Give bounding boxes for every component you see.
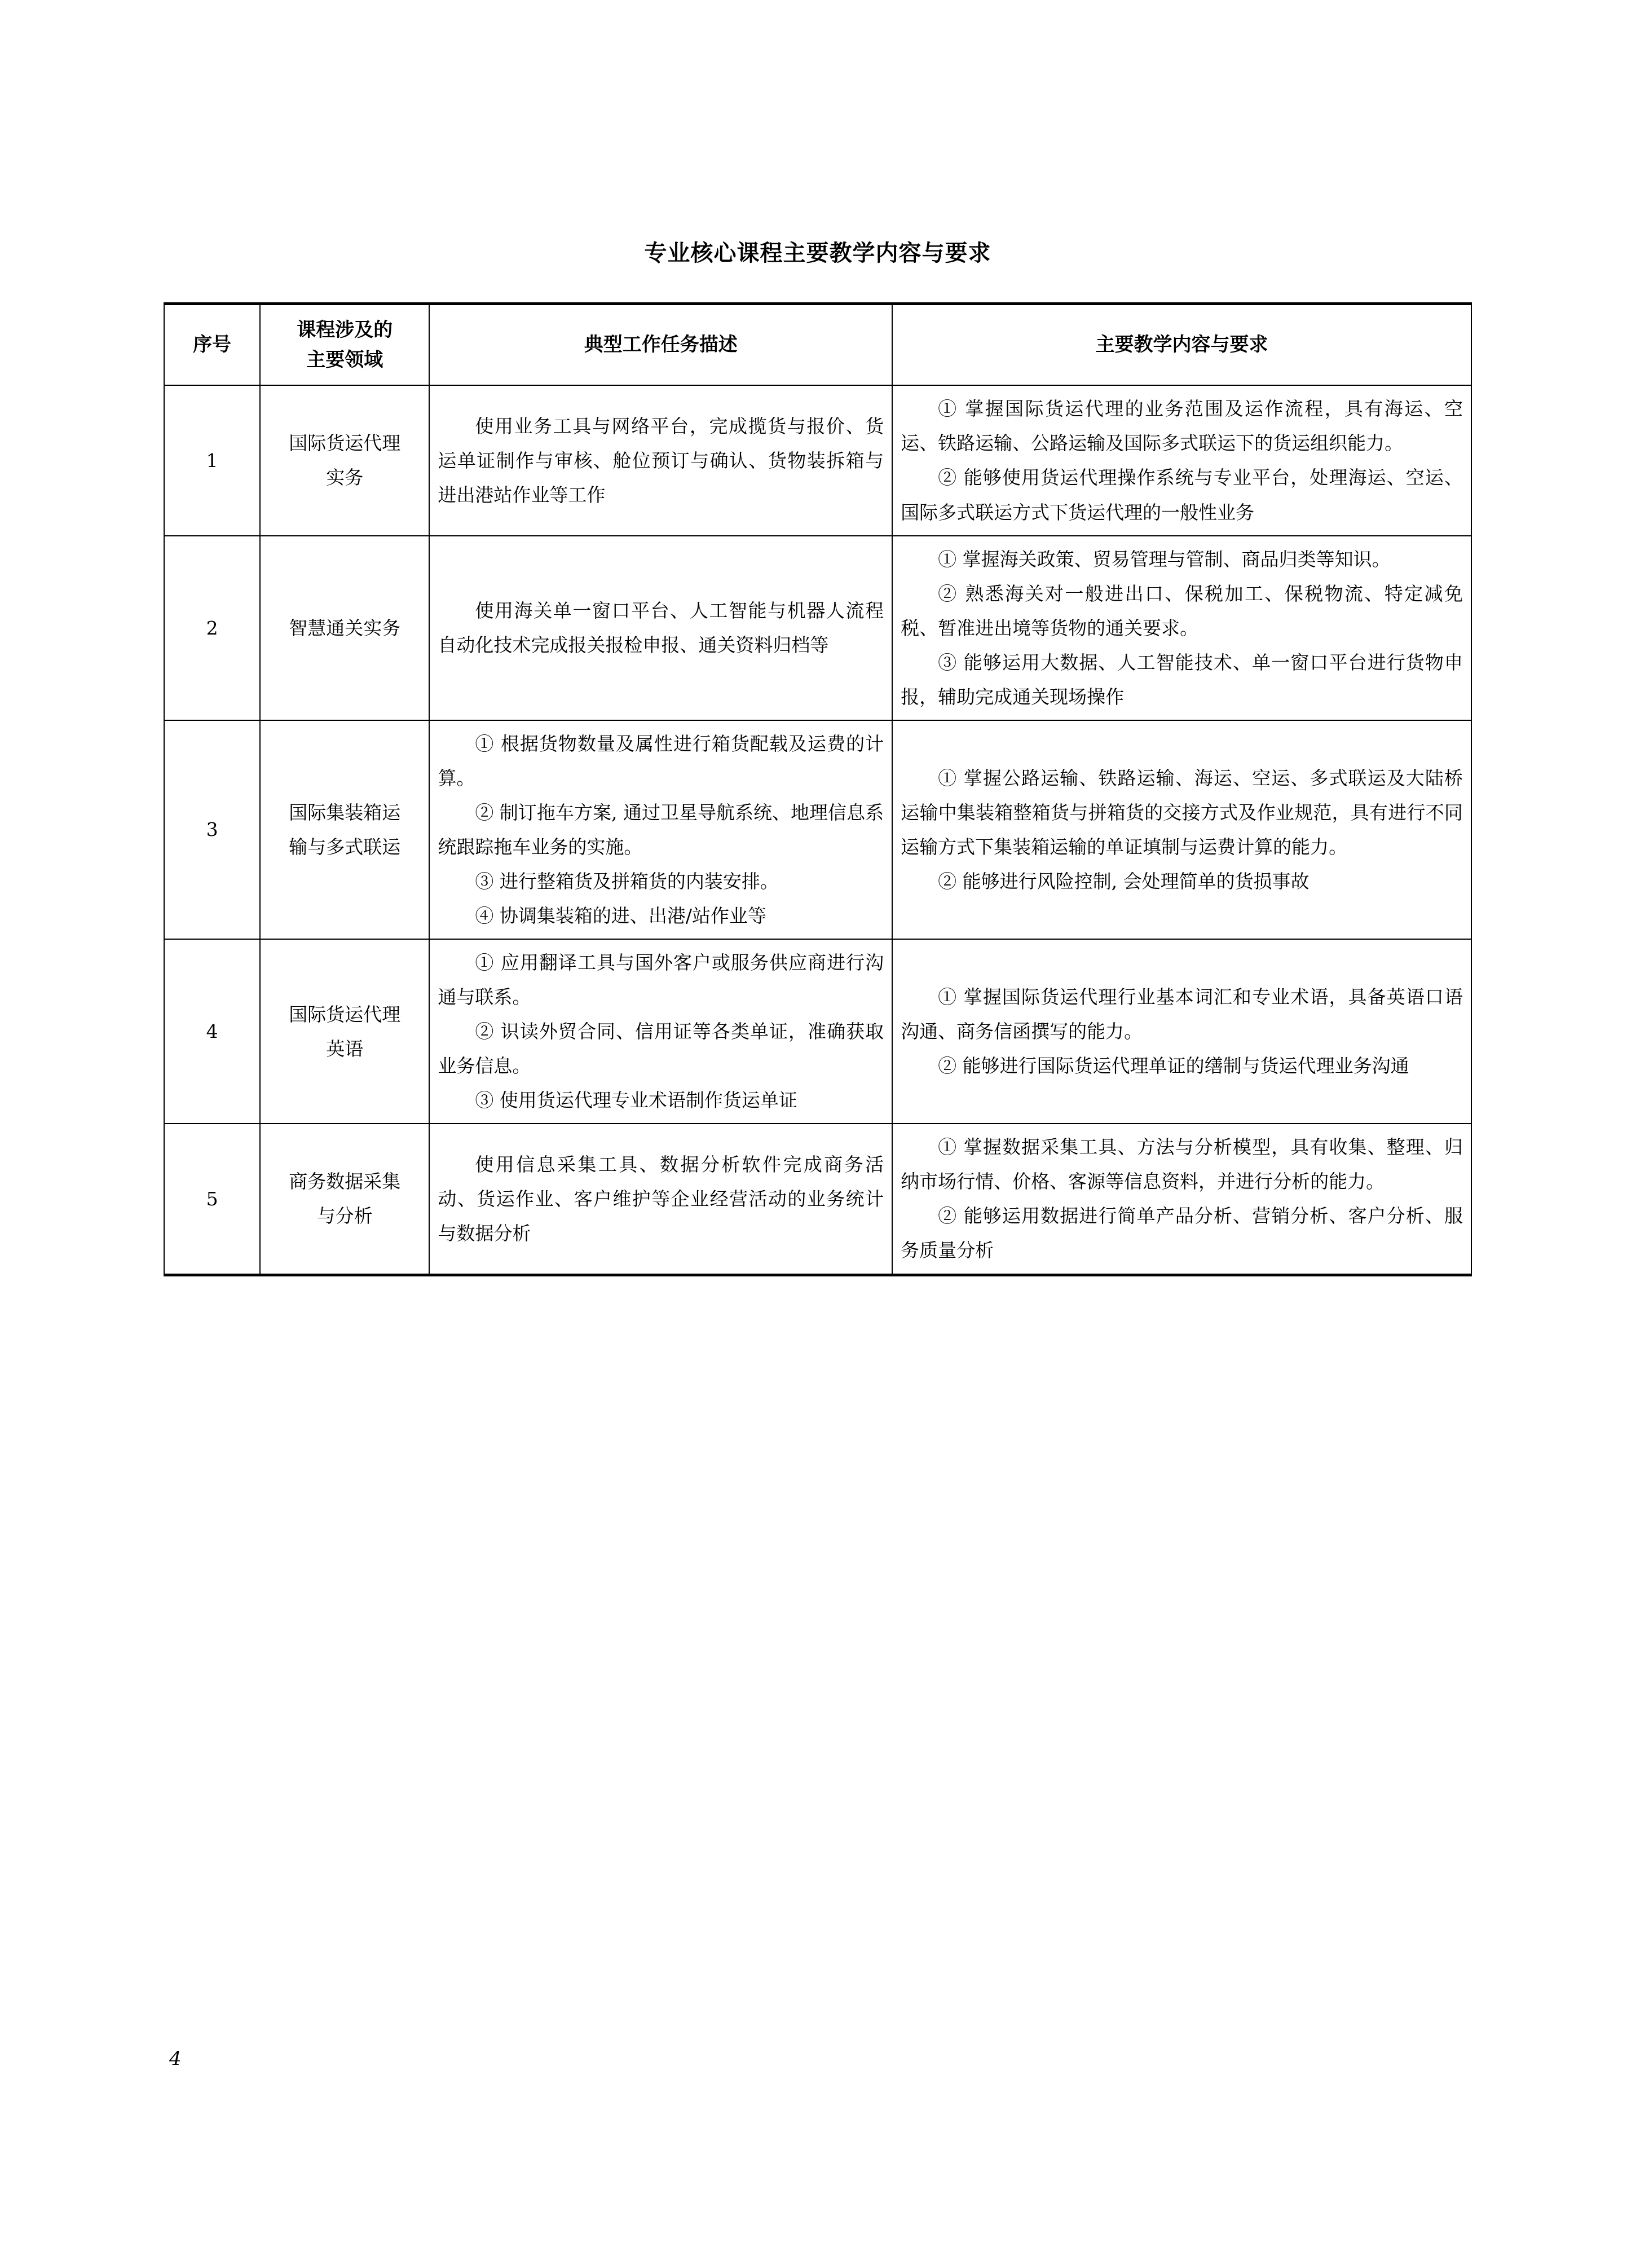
- requirement-item: ② 能够进行风险控制, 会处理简单的货损事故: [938, 870, 1309, 892]
- row-requirement: [892, 1124, 1471, 1275]
- table-row: [164, 939, 1471, 1124]
- task-item: ① 根据货物数量及属性进行箱货配载及运费的计算。: [438, 732, 884, 789]
- column-header-task: 典型工作任务描述: [429, 304, 892, 386]
- row-area: [260, 536, 429, 720]
- task-item: ④ 协调集装箱的进、出港/站作业等: [475, 905, 766, 927]
- row-area: [260, 939, 429, 1124]
- requirement-item: ③ 能够运用大数据、人工智能技术、单一窗口平台进行货物申报，辅助完成通关现场操作: [901, 651, 1463, 708]
- row-task: [429, 939, 892, 1124]
- requirement-item: ② 能够运用数据进行简单产品分析、营销分析、客户分析、服务质量分析: [901, 1205, 1463, 1262]
- row-area-line1: 智慧通关实务: [289, 616, 401, 639]
- row-requirement: [892, 939, 1471, 1124]
- task-paragraph: 使用业务工具与网络平台，完成揽货与报价、货运单证制作与审核、舱位预订与确认、货物装拆箱与进出港站作业等工作: [438, 415, 884, 506]
- row-requirement: [892, 536, 1471, 720]
- row-area-line1: 国际货运代理: [289, 1003, 401, 1025]
- row-index: 5: [164, 1124, 260, 1275]
- requirement-item: ① 掌握公路运输、铁路运输、海运、空运、多式联运及大陆桥运输中集装箱整箱货与拼箱货的交接方式及作业规范，具有进行不同运输方式下集装箱运输的单证填制与运费计算的能力。: [901, 767, 1463, 858]
- page-title: 专业核心课程主要教学内容与要求: [644, 240, 991, 266]
- row-area: [260, 1124, 429, 1275]
- row-area-line1: 商务数据采集: [289, 1170, 401, 1193]
- row-area-line1: 国际货运代理: [289, 432, 401, 455]
- row-requirement: [892, 385, 1471, 535]
- row-index: 1: [164, 385, 260, 535]
- row-index: 2: [164, 536, 260, 720]
- column-header-index: 序号: [164, 304, 260, 386]
- requirement-item: ② 能够使用货运代理操作系统与专业平台，处理海运、空运、国际多式联运方式下货运代理的一般性业务: [901, 466, 1463, 523]
- table-row: [164, 1124, 1471, 1275]
- core-course-table: [164, 302, 1472, 1276]
- task-paragraph: 使用信息采集工具、数据分析软件完成商务活动、货运作业、客户维护等企业经营活动的业务统计与数据分析: [438, 1153, 884, 1244]
- requirement-item: ① 掌握数据采集工具、方法与分析模型，具有收集、整理、归纳市场行情、价格、客源等信息资料，并进行分析的能力。: [901, 1136, 1463, 1193]
- column-header-area-line1: 课程涉及的: [297, 319, 393, 341]
- row-index: 4: [164, 939, 260, 1124]
- task-paragraph: 使用海关单一窗口平台、人工智能与机器人流程自动化技术完成报关报检申报、通关资料归档等: [438, 600, 884, 657]
- task-item: ② 识读外贸合同、信用证等各类单证，准确获取业务信息。: [438, 1020, 884, 1077]
- column-header-requirement: 主要教学内容与要求: [892, 304, 1471, 386]
- row-area-line2: 英语: [326, 1037, 364, 1060]
- requirement-item: ① 掌握海关政策、贸易管理与管制、商品归类等知识。: [938, 548, 1391, 570]
- requirement-item: ② 熟悉海关对一般进出口、保税加工、保税物流、特定减免税、暂准进出境等货物的通关要求。: [901, 582, 1463, 639]
- row-area-line2: 实务: [326, 466, 364, 489]
- row-task: [429, 720, 892, 939]
- requirement-item: ② 能够进行国际货运代理单证的缮制与货运代理业务沟通: [938, 1055, 1409, 1077]
- column-header-area-line2: 主要领域: [306, 348, 383, 371]
- row-requirement: [892, 720, 1471, 939]
- table-row: [164, 536, 1471, 720]
- row-task: [429, 385, 892, 535]
- task-item: ② 制订拖车方案, 通过卫星导航系统、地理信息系统跟踪拖车业务的实施。: [438, 801, 884, 858]
- table-header-row: [164, 304, 1471, 386]
- row-area: [260, 720, 429, 939]
- column-header-area: [260, 304, 429, 386]
- requirement-item: ① 掌握国际货运代理的业务范围及运作流程，具有海运、空运、铁路运输、公路运输及国际多式联运下的货运组织能力。: [901, 398, 1463, 455]
- requirement-item: ① 掌握国际货运代理行业基本词汇和专业术语，具备英语口语沟通、商务信函撰写的能力。: [901, 986, 1463, 1043]
- row-area-line1: 国际集装箱运: [289, 801, 401, 823]
- row-area-line2: 与分析: [316, 1205, 373, 1227]
- task-item: ① 应用翻译工具与国外客户或服务供应商进行沟通与联系。: [438, 952, 884, 1009]
- task-item: ③ 使用货运代理专业术语制作货运单证: [475, 1089, 797, 1112]
- table-row: [164, 385, 1471, 535]
- task-item: ③ 进行整箱货及拼箱货的内装安排。: [475, 870, 779, 892]
- row-area: [260, 385, 429, 535]
- row-task: [429, 536, 892, 720]
- row-index: 3: [164, 720, 260, 939]
- row-task: [429, 1124, 892, 1275]
- page-number: 4: [169, 2047, 182, 2070]
- row-area-line2: 输与多式联运: [289, 835, 401, 858]
- table-row: [164, 720, 1471, 939]
